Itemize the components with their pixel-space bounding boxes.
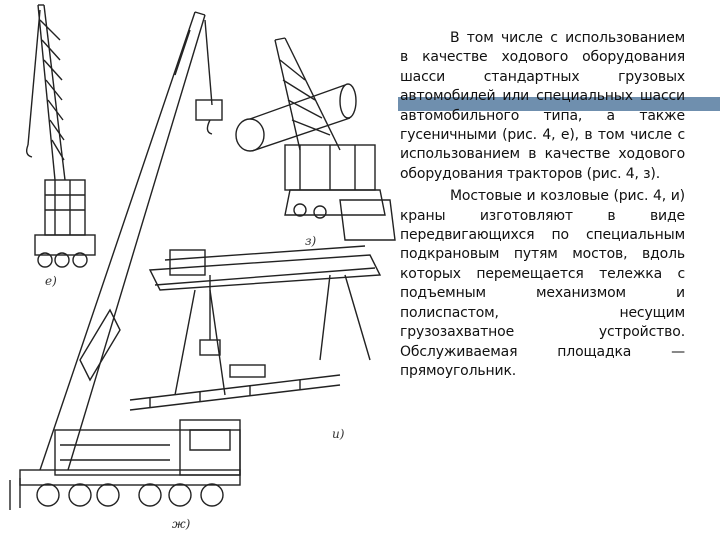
caption-i: и) [332,427,345,441]
caption-z: з) [305,234,317,248]
crawler-crane-z [236,38,395,240]
paragraph-2: Мостовые и козловые (рис. 4, и) краны изготовляют в виде передвигающихся по специальным подкрановым путям мостов, вдоль которых перемещается тележка с подъемным механизмом и полиспастом, несущим грузозахватное устройство. Обслуживаемая площадка — прямоугольник. [400,188,685,379]
tower-crane-e [27,5,95,267]
paragraph-1: В том числе с использованием в качестве ходового оборудования шасси стандартных грузовых автомобилей или специальных шасси автомобильного типа, а также гусеничными (рис. 4, е), в том числе с использованием в качестве ходового оборудования тракторов (рис. 4, з). [400,30,685,182]
body-text [400,29,685,381]
gantry-crane-i [130,246,380,410]
caption-zh: ж) [172,517,191,531]
caption-e: е) [45,274,57,288]
